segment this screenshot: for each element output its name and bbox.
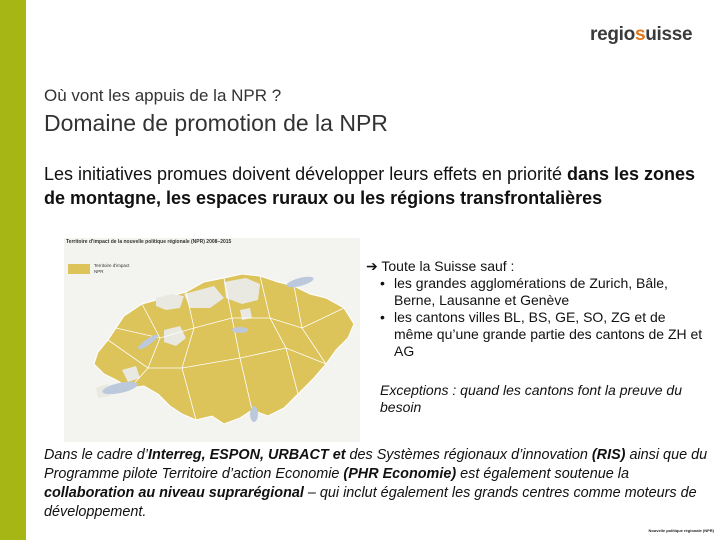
exceptions-note: Exceptions : quand les cantons font la preuve du besoin [380,382,682,415]
slide-footer: Nouvelle politique régionale (NPR) [648,528,714,533]
slide-subtitle: Où vont les appuis de la NPR ? [44,86,282,105]
slide-title: Domaine de promotion de la NPR [44,110,388,136]
map-caption: Territoire d'impact de la nouvelle politique régionale (NPR) 2008–2015 [66,239,232,245]
intro-paragraph: Les initiatives promues doivent développer leurs effets en priorité dans les zones de montagne, les espaces ruraux ou les régions transfrontalières [44,164,696,208]
list-item: • les grandes agglomérations de Zurich, Bâle, Berne, Lausanne et Genève [366,275,706,309]
map-legend-swatch [68,264,90,274]
lake-lucerne [232,327,248,333]
cooperation-paragraph: Dans le cadre d’Interreg, ESPON, URBACT et des Systèmes régionaux d’innovation (RIS) ainsi que du Programme pilote Territoire d’action Economie (PHR Economie) est également soutenue la collaboration au niveau suprarégional – qui inclut également les grands centres comme moteurs de développement. [44,447,708,520]
exclusion-list [366,258,706,360]
arrow-right-icon: ➔ [366,258,378,274]
exclusion-lead: ➔ Toute la Suisse sauf : [366,258,515,274]
accent-sidebar [0,0,26,540]
regiosuisse-logo: regiosuisse [590,24,693,45]
map-legend-label: Territoire d'impact NPR [94,263,130,274]
lake-maggiore [250,406,258,422]
list-item: • les cantons villes BL, BS, GE, SO, ZG et de même qu’une grande partie des cantons de ZH et AG [366,309,706,360]
